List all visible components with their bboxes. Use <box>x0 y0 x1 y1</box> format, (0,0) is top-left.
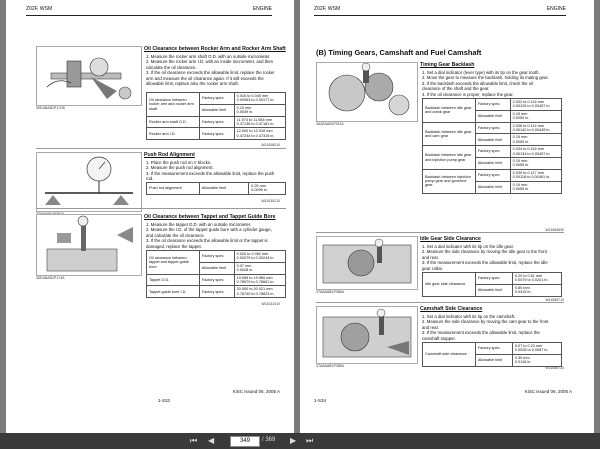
divider <box>316 302 564 303</box>
step: 2. Measure the side clearance by moving the idle gear to the front <box>422 249 547 255</box>
spec-value: 11.973 to 11.984 mm 0.47138 to 0.47181 in. <box>234 116 285 128</box>
step: 1. Set a dial indicator (lever type) with its tip on the gear tooth. <box>422 70 540 75</box>
spec-kind: Allowable limit <box>199 183 248 195</box>
header-rule <box>26 15 272 16</box>
reference-code: W11006010 <box>261 143 280 147</box>
spec-kind: Factory spec. <box>199 286 234 298</box>
figure-code: 3TAABAB1P082A <box>36 212 64 216</box>
spec-value: 0.032 to 0.116 mm 0.00126 to 0.00457 in. <box>510 99 561 111</box>
prev-page-icon[interactable]: ◀ <box>208 436 215 445</box>
header-right: ENGINE <box>546 6 566 12</box>
step: camshaft stopper. <box>422 335 456 341</box>
idle-gear-figure <box>316 236 418 290</box>
spec-item: Backlash between idle gear and cam gear <box>423 122 476 146</box>
step: calculate the oil clearance. <box>146 64 197 70</box>
first-page-icon[interactable]: ⏮ <box>190 436 198 445</box>
spec-table <box>146 92 286 140</box>
section-title: Oil Clearance between Rocker Arm and Rocker Arm Shaft <box>144 46 286 52</box>
step: 1. Measure the tappet O.D. with an outside micrometer. <box>146 222 252 227</box>
spec-value: 0.030 to 0.117 mm 0.00118 to 0.00461 in. <box>510 169 561 181</box>
spec-item: Rocker arm I.D. <box>147 128 200 140</box>
section-title: Camshaft Side Clearance <box>420 306 483 312</box>
spec-table <box>422 272 562 297</box>
spec-item: Backlash between idle gear and injection pump gear <box>423 146 476 170</box>
spec-kind: Factory spec. <box>475 273 512 285</box>
spec-kind: Factory spec. <box>475 146 510 158</box>
step: 2. Measure the rocker arm I.D. with an inside micrometer, and then <box>146 59 274 65</box>
spec-value: 20.000 to 20.021 mm 0.78740 to 0.78823 in. <box>234 286 285 298</box>
steps-list <box>146 160 274 182</box>
spec-table <box>422 342 562 367</box>
reference-code: W11031410 <box>261 302 280 306</box>
step: rod. <box>146 176 154 182</box>
spec-value: 0.07 mm 0.0028 in. <box>234 262 285 274</box>
step: 3. If the backlash exceeds the allowable limit, check the oil <box>422 80 534 86</box>
figure-code: 3TAABAB1P086A <box>316 290 344 294</box>
spec-value: 19.959 to 19.980 mm 0.78579 to 0.78661 in. <box>234 274 285 286</box>
page-number: 1-S33 <box>158 398 171 403</box>
spec-kind: Factory spec. <box>199 274 234 286</box>
spec-item: Idle gear side clearance <box>423 273 476 297</box>
page-number: 1-S34 <box>314 398 327 403</box>
step: clearance of the shaft and the gear. <box>422 86 490 92</box>
step: 1. Set a dial indicator with its tip on the idle gear. <box>422 244 514 249</box>
reference-code: W11085710 <box>545 298 564 302</box>
spec-kind: Factory spec. <box>199 251 234 263</box>
step: 4. If the oil clearance is proper, replace the gear. <box>422 91 514 97</box>
step: and calculate the oil clearance. <box>146 232 206 238</box>
spec-value: 12.000 to 12.018 mm 0.47244 to 0.47315 in. <box>234 128 285 140</box>
spec-item: Rocker arm shaft O.D. <box>147 116 200 128</box>
issue-note: KiSC issued 06, 2005 A <box>524 389 572 394</box>
spec-value: 0.07 to 0.22 mm 0.0028 to 0.0087 in. <box>512 343 561 355</box>
spec-kind: Allowable limit <box>475 284 512 296</box>
step: 3. If the measurement exceeds the allowable limit, replace the idle <box>422 260 548 266</box>
last-page-icon[interactable]: ⏭ <box>306 436 314 445</box>
tappet-figure <box>36 214 142 276</box>
spec-item: Oil clearance between rocker arm and rocker arm shaft <box>147 93 200 117</box>
spec-value: 0.15 mm 0.0059 in. <box>510 181 561 193</box>
spec-value: 0.10 mm 0.0039 in. <box>234 104 285 116</box>
reference-code: W11086720 <box>545 366 564 370</box>
divider <box>316 232 564 233</box>
header-right: ENGINE <box>252 6 272 12</box>
spec-kind: Factory spec. <box>475 169 510 181</box>
step: allowable limit, replace also the rocker arm shaft. <box>146 81 239 87</box>
next-page-icon[interactable]: ▶ <box>290 436 297 445</box>
spec-item: Backlash between idle gear and crank gear <box>423 99 476 123</box>
steps-list <box>422 244 548 271</box>
steps-list <box>146 54 275 86</box>
step: 2. Move the gear to measure the backlash, holding its mating gear. <box>422 75 549 81</box>
steps-list <box>146 222 272 249</box>
divider <box>36 148 286 149</box>
viewer-toolbar <box>0 433 600 449</box>
spec-value: 0.30 mm 0.0118 in. <box>512 354 561 366</box>
spec-kind: Allowable limit <box>475 181 510 193</box>
spec-kind: Factory spec. <box>199 116 234 128</box>
left-page <box>6 0 294 433</box>
spec-table <box>146 250 286 298</box>
spec-value: 0.80 mm 0.0315 in. <box>512 284 561 296</box>
divider <box>36 208 286 209</box>
spec-value: 0.020 to 0.062 mm 0.00079 to 0.00244 in. <box>234 251 285 263</box>
push-rod-figure <box>36 152 142 212</box>
figure-code: 3EEABAB1P1?O6 <box>36 106 65 110</box>
steps-list <box>422 314 548 341</box>
spec-value: 0.15 mm 0.0059 in. <box>510 158 561 170</box>
step: 1. Set a dial indicator with its tip on the camshaft. <box>422 314 516 319</box>
page-number-input[interactable]: 349 <box>230 436 260 447</box>
spec-kind: Factory spec. <box>199 128 234 140</box>
figure-code: 3TAABAB1P085A <box>316 364 344 368</box>
spec-value: 0.034 to 0.116 mm 0.00134 to 0.00457 in. <box>510 146 561 158</box>
step: 2. Measure the side clearance by moving the cam gear to the front <box>422 319 549 325</box>
spec-item: Tappet guide bore I.D. <box>147 286 200 298</box>
step: 3. If the oil clearance exceeds the allowable limit, replace the rocker <box>146 70 275 76</box>
spec-table <box>146 182 286 195</box>
step: 2. Measure the push rod alignment. <box>146 165 214 171</box>
issue-note: KiSC issued 06, 2005 A <box>232 389 280 394</box>
spec-item: Backlash between injection pump gear and governor gear <box>423 169 476 193</box>
chapter-title: (B) Timing Gears, Camshaft and Fuel Camshaft <box>316 48 482 57</box>
timing-gear-figure <box>316 62 418 122</box>
reference-code: W11030210 <box>261 199 280 203</box>
spec-table <box>422 98 562 194</box>
step: arm and measure the oil clearance again. If it still exceeds the <box>146 75 264 81</box>
step: gear collar. <box>422 265 444 271</box>
spec-value: 0.016 to 0.045 mm 0.00063 to 0.00177 in. <box>234 93 285 105</box>
spec-kind: Factory spec. <box>475 343 512 355</box>
spec-kind: Factory spec. <box>475 99 510 111</box>
section-title: Idle Gear Side Clearance <box>420 236 481 242</box>
step: 1. Place the push rod on V blocks. <box>146 160 212 165</box>
spec-value: 0.036 to 0.114 mm 0.00142 to 0.00449 in. <box>510 122 561 134</box>
step: 3. If the measurement exceeds the allowable limit, replace the <box>422 330 540 336</box>
spec-kind: Allowable limit <box>199 104 234 116</box>
spec-value: 0.15 mm 0.0059 in. <box>510 134 561 146</box>
spec-item: Tappet O.D. <box>147 274 200 286</box>
camshaft-figure <box>316 306 418 364</box>
figure-code: 3A2EAAB1P011A <box>316 122 344 126</box>
step: 1. Measure the rocker arm shaft O.D. with an outside micrometer. <box>146 54 271 59</box>
step: and rear. <box>422 324 439 330</box>
step: damaged, replace the tappet. <box>146 243 202 249</box>
step: 3. If the oil clearance exceeds the allowable limit or the tappet is <box>146 238 268 244</box>
spec-kind: Allowable limit <box>475 134 510 146</box>
spec-value: 0.20 to 0.51 mm 0.0079 to 0.0201 in. <box>512 273 561 285</box>
steps-list <box>422 70 549 97</box>
section-title: Push Rod Alignment <box>144 152 195 158</box>
figure-code: 3EEABAB1P1?4A <box>36 276 65 280</box>
reference-code: W11084630 <box>545 228 564 232</box>
step: 2. Measure the I.D. of the tappet guide bore with a cylinder gauge, <box>146 227 272 233</box>
right-page <box>300 0 594 433</box>
spec-item: Oil clearance between tappet and tappet guide bore <box>147 251 200 275</box>
spec-kind: Factory spec. <box>475 122 510 134</box>
spec-item: Camshaft side clearance <box>423 343 476 367</box>
step: 3. If the measurement exceeds the allowable limit, replace the push <box>146 170 275 176</box>
spec-kind: Allowable limit <box>475 354 512 366</box>
spec-kind: Allowable limit <box>199 262 234 274</box>
rocker-arm-figure <box>36 46 142 106</box>
spec-kind: Factory spec. <box>199 93 234 105</box>
section-title: Oil Clearance between Tappet and Tappet Guide Bore <box>144 214 276 220</box>
spec-kind: Allowable limit <box>475 158 510 170</box>
spec-value: 0.15 mm 0.0059 in. <box>510 110 561 122</box>
section-title: Timing Gear Backlash <box>420 62 475 68</box>
page-total: / 369 <box>262 437 276 443</box>
spec-item: Push rod alignment <box>147 183 200 195</box>
header-left: Z02F, WSM <box>26 6 53 12</box>
header-left: Z02F, WSM <box>314 6 341 12</box>
spec-kind: Allowable limit <box>475 110 510 122</box>
spec-value: 0.25 mm 0.0098 in. <box>249 183 286 195</box>
step: and rear. <box>422 254 439 260</box>
header-rule <box>314 15 566 16</box>
